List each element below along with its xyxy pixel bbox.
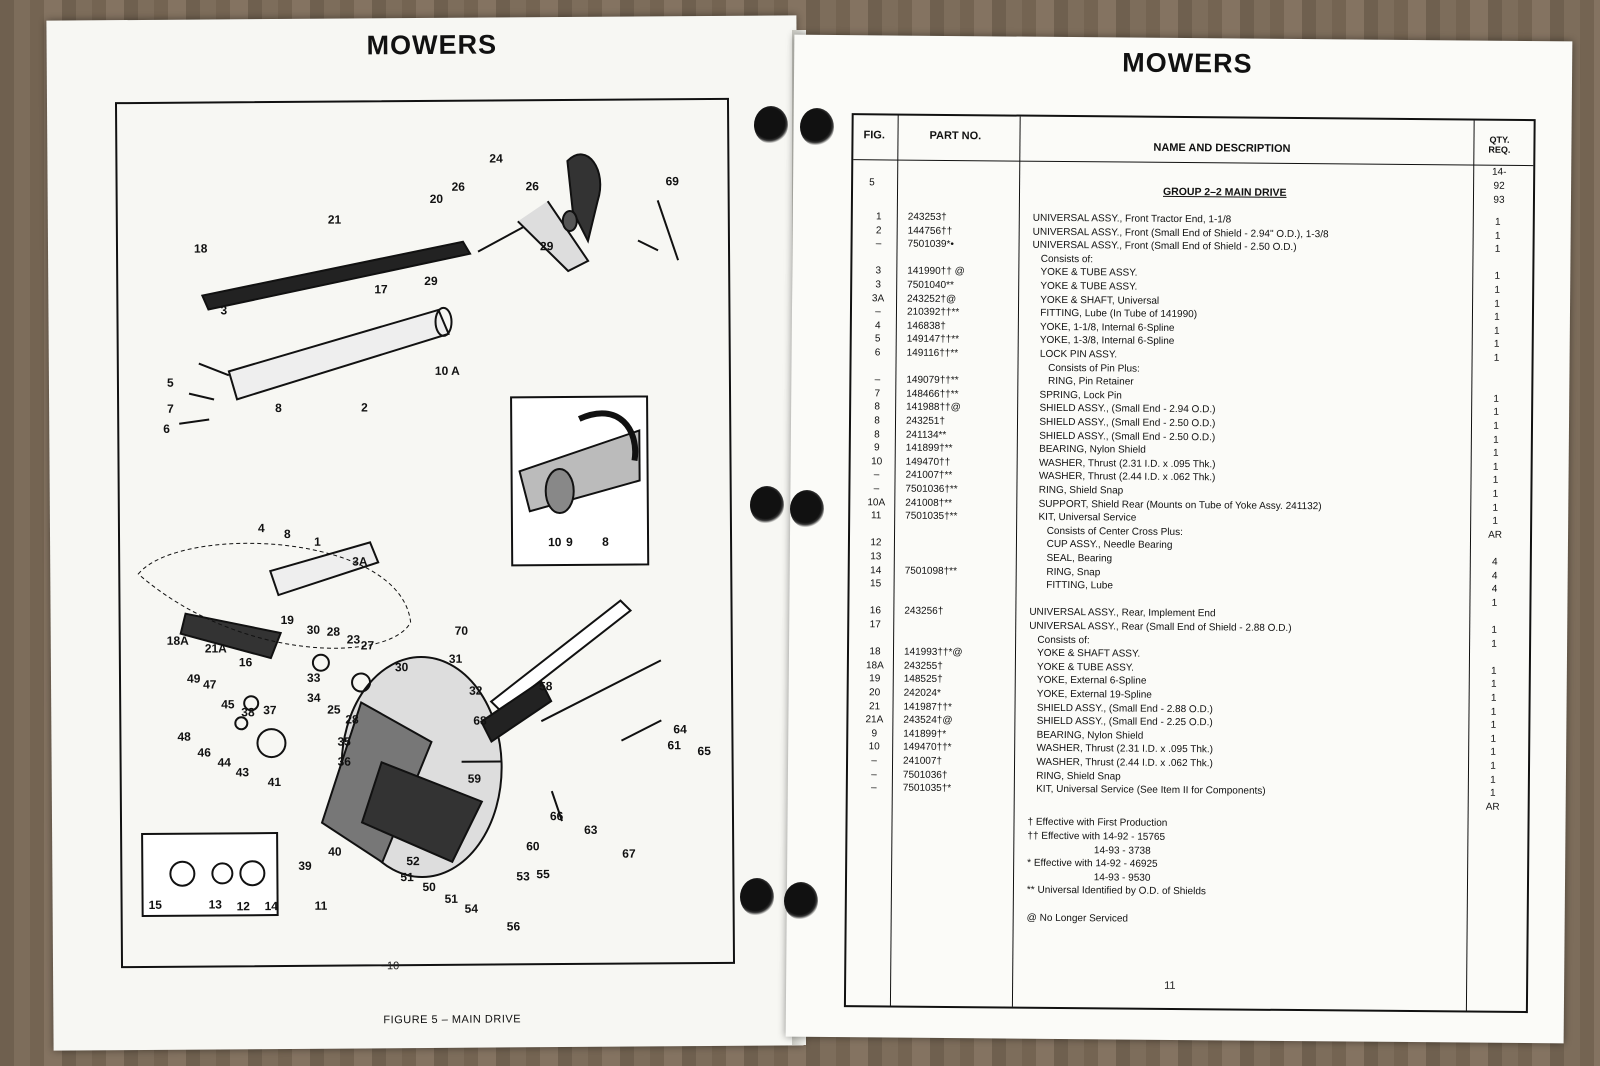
row-qty: 1	[1494, 243, 1501, 255]
callout: 15	[148, 897, 162, 912]
callout: 7	[167, 401, 174, 416]
row-part-no: 7501036†**	[905, 483, 958, 496]
callout: 3A	[352, 554, 368, 569]
row-description: SHIELD ASSY., (Small End - 2.88 O.D.)	[1028, 702, 1213, 715]
row-part-no: 243253†	[907, 211, 947, 223]
footnote: @ No Longer Serviced	[1026, 912, 1129, 925]
row-description: YOKE & SHAFT, Universal	[1032, 294, 1160, 307]
row-fig: 1	[875, 211, 882, 223]
row-fig: 3	[875, 265, 882, 277]
row-fig: 18	[869, 646, 881, 658]
row-description: BEARING, Nylon Shield	[1028, 729, 1144, 742]
row-description: UNIVERSAL ASSY., Front Tractor End, 1-1/8	[1032, 212, 1232, 226]
row-fig: 2	[875, 224, 882, 236]
row-part-no: 146838†	[906, 320, 946, 332]
qty-model: 92	[1493, 180, 1505, 192]
callout: 25	[327, 702, 341, 717]
callout: 70	[454, 623, 469, 638]
callout: 28	[326, 624, 341, 639]
row-part-no: 241007†**	[905, 470, 953, 482]
callout: 60	[526, 839, 540, 854]
row-fig: –	[875, 306, 881, 318]
row-part-no: 241008†**	[905, 497, 953, 509]
row-fig: 15	[869, 578, 882, 590]
row-part-no: 149116††**	[906, 347, 959, 360]
callout: 61	[667, 738, 681, 753]
callout: 14	[264, 899, 279, 914]
row-description: YOKE & SHAFT ASSY.	[1028, 647, 1141, 660]
footnote: † Effective with First Production	[1027, 817, 1168, 830]
row-part-no: 144756††	[907, 225, 953, 237]
callout: 8	[602, 534, 609, 549]
callout: 43	[235, 765, 250, 780]
row-qty: 4	[1491, 583, 1498, 595]
row-fig: 9	[871, 728, 878, 740]
parts-table	[844, 113, 1536, 1013]
callout: 19	[280, 612, 295, 628]
footnote: 14-93 - 9530	[1026, 871, 1151, 884]
callout: 5	[166, 375, 174, 390]
row-description: WASHER, Thrust (2.44 I.D. x .062 Thk.)	[1027, 756, 1213, 770]
row-description: YOKE & TUBE ASSY.	[1032, 267, 1138, 280]
row-description: YOKE & TUBE ASSY.	[1028, 661, 1134, 674]
left-page	[46, 15, 803, 1050]
callout: 58	[539, 679, 553, 694]
row-qty: 1	[1491, 665, 1497, 677]
row-part-no: 243256†	[904, 605, 944, 618]
row-fig: 10	[868, 741, 880, 753]
callout: 16	[238, 655, 253, 670]
callout: 13	[208, 897, 222, 912]
callout: 68	[473, 713, 487, 728]
group-title: GROUP 2–2 MAIN DRIVE	[1162, 185, 1287, 199]
callout: 67	[622, 846, 636, 861]
row-qty: 1	[1492, 515, 1498, 527]
binding-hole	[790, 490, 824, 528]
callout: 17	[374, 282, 388, 297]
row-description: SEAL, Bearing	[1029, 552, 1113, 565]
row-part-no: 7501035†**	[905, 510, 958, 523]
callout: 36	[337, 754, 352, 769]
callout: 34	[307, 690, 321, 705]
callout: 51	[400, 870, 414, 885]
row-part-no: 141988††@	[906, 402, 961, 414]
callout: 59	[467, 771, 482, 786]
row-qty: 1	[1494, 311, 1500, 323]
row-fig: 17	[869, 619, 881, 631]
fig-number: 5	[869, 177, 875, 189]
row-qty: 1	[1490, 679, 1497, 691]
row-qty: AR	[1485, 801, 1500, 813]
row-part-no: 210392††**	[906, 306, 960, 319]
row-description: SUPPORT, Shield Rear (Mounts on Tube of Yoke Assy. 241132)	[1030, 498, 1322, 512]
callout: 29	[539, 239, 554, 254]
callout: 10	[548, 535, 562, 550]
figure-caption: FIGURE 5 – MAIN DRIVE	[383, 1013, 522, 1027]
row-description: SHIELD ASSY., (Small End - 2.94 O.D.)	[1031, 403, 1216, 416]
callout: 24	[489, 151, 503, 166]
row-description: CUP ASSY., Needle Bearing	[1029, 539, 1173, 552]
row-description: WASHER, Thrust (2.31 I.D. x .095 Thk.)	[1028, 743, 1214, 756]
row-description: LOCK PIN ASSY.	[1031, 348, 1118, 361]
row-fig: 8	[874, 415, 880, 427]
callout: 30	[306, 622, 321, 637]
callout: 9	[566, 534, 573, 550]
callout: 37	[263, 703, 277, 718]
row-description: UNIVERSAL ASSY., Rear, Implement End	[1029, 607, 1216, 620]
callout: 49	[186, 671, 201, 686]
row-description: UNIVERSAL ASSY., Rear (Small End of Shield - 2.88 O.D.)	[1029, 620, 1292, 634]
row-description: UNIVERSAL ASSY., Front (Small End of Shield - 2.50 O.D.)	[1032, 239, 1297, 254]
binding-hole	[800, 108, 834, 146]
callout: 28	[345, 712, 359, 727]
row-description: YOKE, 1-1/8, Internal 6-Spline	[1031, 321, 1175, 334]
row-part-no: 149079††**	[906, 374, 959, 387]
row-qty: 4	[1491, 570, 1498, 582]
callout: 40	[328, 844, 342, 859]
row-fig: 20	[869, 687, 881, 699]
row-qty: 1	[1493, 393, 1500, 405]
row-fig: –	[873, 469, 880, 481]
row-fig: 5	[874, 333, 881, 345]
callout: 4	[257, 521, 265, 536]
callout: 26	[451, 179, 465, 194]
header-qty: QTY. REQ.	[1488, 134, 1511, 155]
row-qty: 1	[1489, 787, 1496, 799]
row-description: UNIVERSAL ASSY., Front (Small End of Shield - 2.94" O.D.), 1-3/8	[1032, 226, 1329, 240]
callout: 8	[283, 526, 291, 541]
row-part-no: 241134**	[905, 429, 947, 441]
row-qty: 1	[1492, 475, 1499, 487]
row-fig: 16	[869, 605, 881, 617]
row-part-no: 243252†@	[907, 293, 957, 305]
header-part-no: PART NO.	[929, 129, 982, 143]
row-description: FITTING, Lube	[1029, 579, 1113, 592]
row-fig: 21A	[865, 714, 884, 726]
row-part-no: 243255†	[903, 660, 943, 672]
footnote: * Effective with 14-92 - 46925	[1027, 857, 1158, 871]
callout: 52	[406, 854, 420, 869]
row-description: YOKE & TUBE ASSY.	[1032, 280, 1138, 293]
row-fig: 8	[874, 428, 880, 440]
row-description: Consists of Pin Plus:	[1031, 362, 1140, 375]
callout: 54	[464, 901, 479, 916]
row-part-no: 141899†*	[903, 728, 947, 740]
row-qty: AR	[1488, 529, 1503, 541]
footnote: ** Universal Identified by O.D. of Shields	[1026, 885, 1206, 898]
row-qty: 1	[1493, 352, 1500, 364]
callout: 20	[429, 191, 444, 206]
row-fig: 10A	[867, 496, 886, 509]
row-qty: 1	[1494, 298, 1500, 310]
callout: 46	[197, 745, 211, 760]
callout: 47	[203, 677, 217, 692]
row-part-no: 148466††**	[906, 388, 959, 400]
callout: 51	[444, 891, 458, 906]
callout: 45	[221, 697, 235, 712]
row-description: FITTING, Lube (In Tube of 141990)	[1031, 307, 1198, 321]
row-qty: 1	[1491, 597, 1498, 609]
callout: 48	[177, 729, 191, 744]
callout: 41	[267, 775, 282, 790]
row-part-no: 149470††*	[903, 741, 952, 754]
header-divider	[853, 159, 1533, 166]
callout: 23	[346, 632, 361, 647]
callout: 69	[665, 174, 679, 189]
callout: 18A	[166, 633, 189, 648]
row-fig: 18A	[865, 660, 884, 672]
right-page-title: MOWERS	[1122, 47, 1253, 79]
row-qty: 1	[1494, 230, 1501, 242]
footnote: †† Effective with 14-92 - 15765	[1027, 830, 1166, 843]
callout: 26	[525, 179, 539, 194]
callout: 65	[697, 744, 711, 759]
callout: 2	[361, 400, 368, 415]
callout: 6	[163, 421, 171, 436]
row-fig: 9	[873, 442, 880, 454]
row-description: SHIELD ASSY., (Small End - 2.50 O.D.)	[1030, 416, 1216, 430]
row-description: WASHER, Thrust (2.44 I.D. x .062 Thk.)	[1030, 471, 1216, 484]
main-drive-exploded-diagram	[117, 100, 733, 966]
row-qty: 1	[1493, 420, 1499, 432]
row-fig: 11	[870, 510, 882, 522]
row-qty: 1	[1493, 434, 1499, 446]
row-qty: 1	[1490, 692, 1497, 704]
row-qty: 1	[1491, 638, 1497, 650]
callout: 64	[673, 722, 687, 737]
binding-hole	[740, 878, 774, 916]
callout: 21A	[204, 641, 227, 656]
row-part-no: 141899†**	[905, 442, 953, 455]
callout: 66	[549, 809, 564, 824]
row-part-no: 243251†	[905, 415, 946, 427]
left-page-title: MOWERS	[366, 29, 498, 61]
binding-hole	[784, 882, 818, 920]
callout: 32	[469, 683, 483, 698]
row-fig: 8	[874, 401, 880, 413]
row-description: RING, Pin Retainer	[1031, 375, 1134, 388]
callout: 30	[394, 660, 409, 675]
callout: 53	[516, 869, 530, 884]
row-qty: 1	[1493, 407, 1499, 419]
callout: 12	[236, 899, 251, 914]
callout: 29	[424, 273, 438, 288]
binding-hole	[750, 486, 784, 524]
row-fig: 6	[874, 347, 881, 359]
row-fig: 12	[870, 537, 882, 549]
header-name-description: NAME AND DESCRIPTION	[1153, 141, 1291, 155]
callout: 39	[298, 858, 312, 873]
right-page	[786, 35, 1573, 1044]
callout: 8	[275, 400, 282, 416]
qty-model: 93	[1493, 194, 1505, 206]
row-part-no: 141990†† @	[907, 266, 965, 278]
row-description: Consists of:	[1032, 253, 1094, 266]
row-qty: 1	[1492, 488, 1499, 500]
row-part-no: 141987††*	[903, 701, 952, 713]
row-part-no: 7501039*•	[907, 238, 954, 251]
row-description: RING, Shield Snap	[1027, 770, 1121, 783]
row-description: YOKE, 1-3/8, Internal 6-Spline	[1031, 335, 1175, 348]
row-part-no: 148525†	[903, 673, 943, 686]
row-fig: 3	[875, 279, 882, 291]
callout: 31	[448, 651, 463, 666]
row-qty: 1	[1492, 502, 1499, 514]
callout: 10 A	[434, 363, 460, 378]
row-description: Consists of:	[1029, 634, 1090, 646]
row-part-no: 149147††**	[906, 334, 960, 346]
row-fig: –	[870, 782, 877, 794]
row-part-no: 241007†	[903, 755, 943, 767]
callout: 63	[584, 822, 598, 837]
callout: 18	[193, 241, 208, 256]
row-qty: 1	[1493, 325, 1500, 337]
figure-frame	[115, 98, 735, 1027]
callout: 11	[314, 898, 328, 913]
row-fig: 7	[874, 388, 881, 400]
callout: 50	[422, 879, 436, 895]
page-number: 10	[386, 960, 400, 973]
row-description: BEARING, Nylon Shield	[1030, 443, 1146, 456]
row-fig: 4	[875, 320, 881, 332]
row-fig: –	[871, 768, 877, 780]
row-description: SHIELD ASSY., (Small End - 2.25 O.D.)	[1028, 715, 1213, 729]
row-qty: 1	[1494, 271, 1501, 283]
row-qty: 1	[1494, 216, 1501, 228]
row-description: KIT, Universal Service	[1030, 511, 1137, 524]
row-description: YOKE, External 6-Spline	[1028, 675, 1147, 688]
row-qty: 1	[1492, 447, 1499, 459]
row-qty: 1	[1490, 719, 1497, 731]
callout: 44	[217, 755, 232, 770]
row-fig: 14	[870, 564, 882, 576]
callout: 27	[360, 638, 375, 653]
row-part-no: 7501035†*	[902, 782, 952, 795]
row-fig: 21	[868, 700, 881, 712]
callout: 3	[220, 303, 228, 318]
row-qty: 1	[1490, 733, 1497, 745]
callout: 21	[327, 212, 342, 227]
callout: 35	[337, 734, 351, 749]
row-fig: 3A	[871, 292, 885, 305]
row-fig: 13	[870, 551, 882, 563]
row-part-no: 7501036†	[902, 769, 948, 781]
row-description: KIT, Universal Service (See Item II for Components)	[1027, 783, 1266, 797]
callout: 33	[306, 670, 321, 685]
callout: 56	[506, 919, 521, 934]
row-qty: 1	[1490, 760, 1496, 772]
row-description: SHIELD ASSY., (Small End - 2.50 O.D.)	[1030, 430, 1216, 443]
row-qty: 1	[1490, 706, 1497, 718]
binding-hole	[754, 106, 788, 144]
row-qty: 1	[1492, 461, 1499, 473]
row-fig: –	[875, 238, 882, 250]
row-description: RING, Shield Snap	[1030, 484, 1124, 497]
row-qty: 1	[1493, 339, 1500, 351]
row-part-no: 7501098†**	[904, 565, 958, 577]
row-part-no: 149470††	[905, 456, 951, 468]
row-fig: –	[873, 483, 880, 495]
row-description: RING, Snap	[1029, 566, 1101, 578]
row-fig: 19	[869, 673, 881, 685]
row-part-no: 243524†@	[903, 714, 953, 727]
row-fig: 10	[871, 456, 883, 468]
row-part-no: 141993††*@	[903, 646, 963, 659]
row-description: WASHER, Thrust (2.31 I.D. x .095 Thk.)	[1030, 457, 1216, 471]
page-number: 11	[1164, 979, 1176, 992]
row-qty: 1	[1490, 774, 1496, 786]
row-qty: 1	[1494, 284, 1501, 296]
callout: 1	[314, 534, 321, 549]
row-qty: 1	[1490, 747, 1496, 759]
callout: 55	[536, 867, 550, 882]
qty-model: 14-	[1491, 166, 1507, 178]
row-description: SPRING, Lock Pin	[1031, 389, 1122, 402]
row-qty: 1	[1491, 624, 1498, 636]
row-description: YOKE, External 19-Spline	[1028, 688, 1152, 701]
row-part-no: 242024*	[903, 687, 941, 699]
row-fig: –	[874, 374, 881, 386]
header-fig: FIG.	[863, 129, 885, 142]
row-description: Consists of Center Cross Plus:	[1030, 525, 1183, 538]
row-part-no: 7501040**	[907, 279, 954, 292]
row-fig: –	[871, 755, 877, 767]
footnote: 14-93 - 3738	[1027, 844, 1151, 857]
callout: 38	[241, 705, 255, 720]
row-qty: 4	[1491, 556, 1498, 568]
